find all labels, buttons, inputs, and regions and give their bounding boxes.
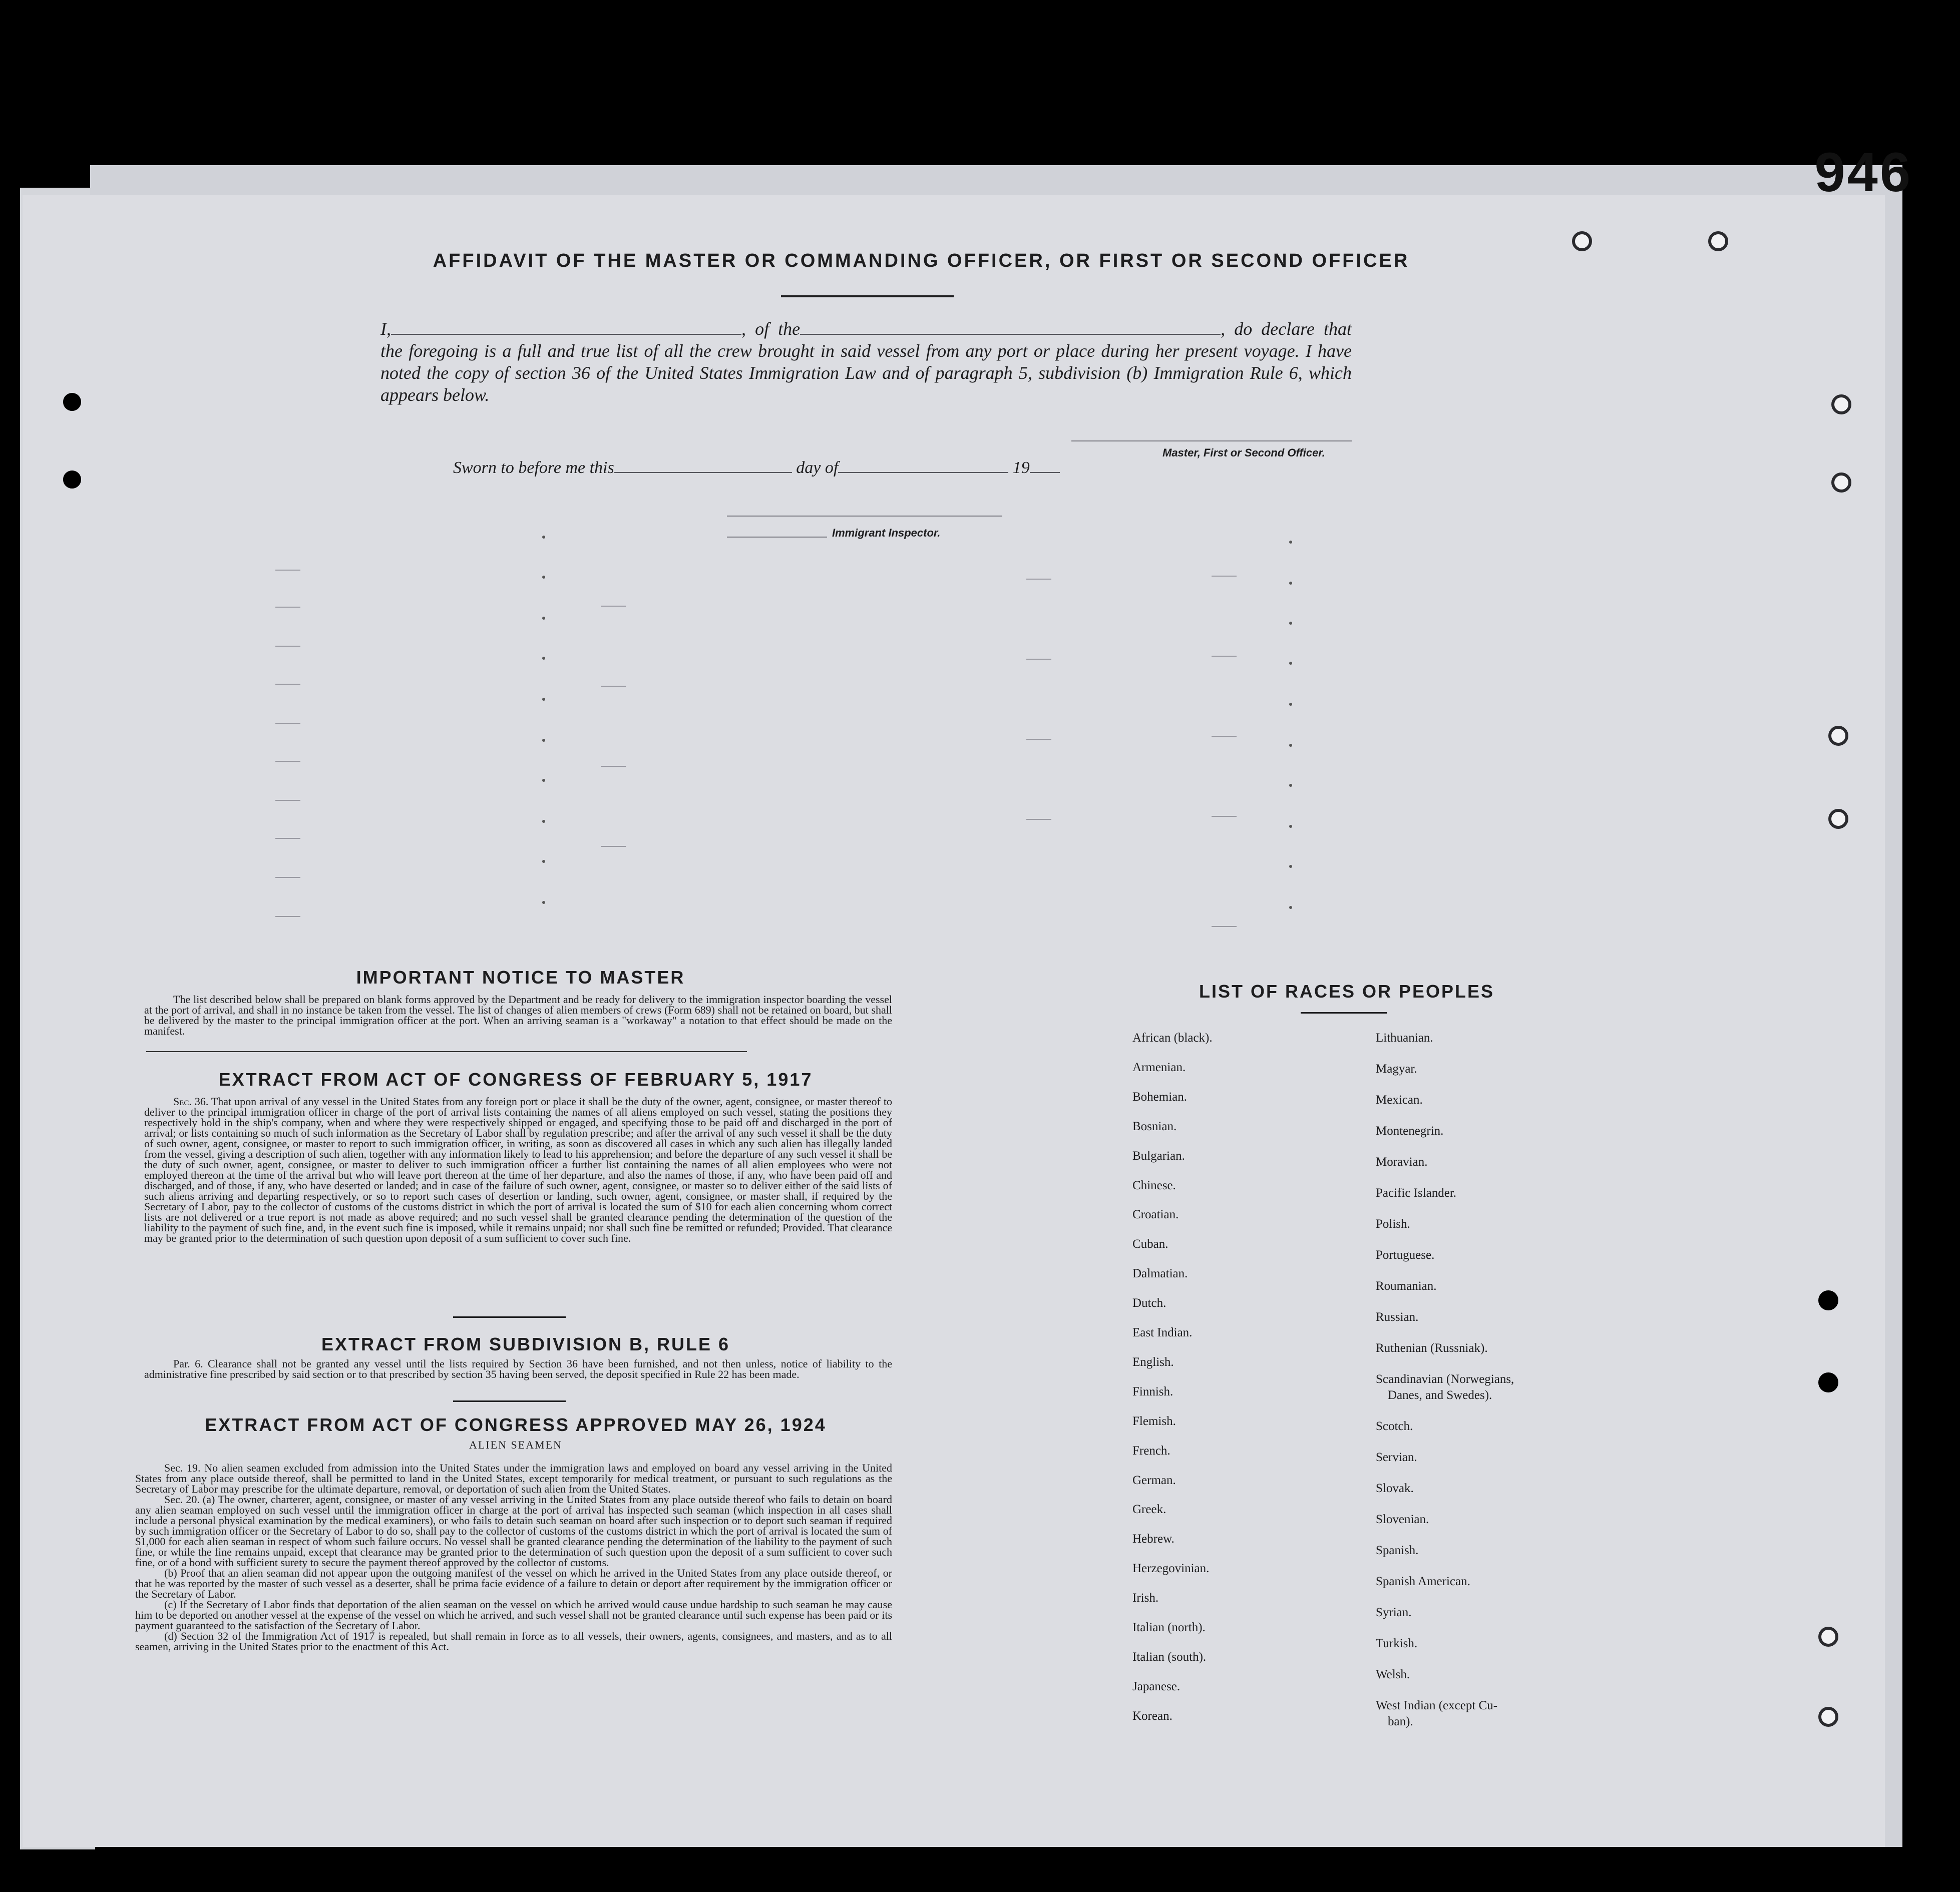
punch-hole	[1818, 1290, 1838, 1310]
ghost-dot	[542, 820, 545, 823]
race-entry: Scandinavian (Norwegians,	[1376, 1372, 1514, 1386]
affidavit-title: AFFIDAVIT OF THE MASTER OR COMMANDING OFFICER, OR FIRST OR SECOND OFFICER	[433, 250, 1410, 271]
race-entry: Mexican.	[1376, 1093, 1423, 1107]
sworn-line	[453, 458, 1060, 478]
inspector-line[interactable]	[727, 516, 1002, 517]
sec-20b-paragraph: (b) Proof that an alien seaman did not appear upon the outgoing manifest of the vessel on which he arrived in the United States from any place outside thereof, or that he was reported by the master of such vessel as a deserter, shall be prima facie evidence of a failure to detain or deport after requirement by the immigration officer or the Secretary of Labor.	[135, 1567, 892, 1600]
race-entry: Portuguese.	[1376, 1248, 1435, 1262]
race-entry: Greek.	[1132, 1503, 1166, 1517]
ghost-dash	[1026, 659, 1051, 660]
race-entry: Turkish.	[1376, 1637, 1418, 1650]
race-entry: East Indian.	[1132, 1326, 1193, 1339]
signature-line[interactable]	[1071, 440, 1352, 441]
punch-hole	[1818, 1707, 1838, 1727]
race-entry: Flemish.	[1132, 1414, 1176, 1428]
punch-hole	[1572, 231, 1592, 251]
race-entry: Lithuanian.	[1376, 1031, 1433, 1045]
race-entry: Spanish.	[1376, 1544, 1419, 1557]
extract-rule6-text	[144, 1358, 892, 1379]
extract-rule6-title: EXTRACT FROM SUBDIVISION B, RULE 6	[321, 1334, 730, 1354]
race-entry: Croatian.	[1132, 1208, 1179, 1222]
sec-20d-paragraph: (d) Section 32 of the Immigration Act of 1917 is repealed, but shall remain in force as to all vessels, their owners, agents, consignees, and masters, and as to all seamen, arriving in the United States prior to the enactment of this Act.	[135, 1630, 892, 1653]
inspector-line-lower	[727, 537, 827, 538]
ghost-dash	[1026, 739, 1051, 740]
race-entry: Irish.	[1132, 1591, 1159, 1605]
punch-hole	[1828, 726, 1848, 746]
extract-1917-text	[144, 1096, 892, 1243]
ghost-dash	[275, 723, 300, 724]
race-entry: Italian (south).	[1132, 1650, 1207, 1664]
race-entry: Russian.	[1376, 1310, 1419, 1324]
ghost-dash	[275, 838, 300, 839]
ghost-dot	[542, 657, 545, 660]
race-entry: German.	[1132, 1473, 1176, 1487]
race-entry: Danes, and Swedes).	[1388, 1388, 1492, 1402]
ghost-dot	[1289, 662, 1292, 665]
notice-underline	[146, 1051, 747, 1052]
ghost-dot	[542, 698, 545, 701]
ghost-dot	[1289, 784, 1292, 787]
ghost-dash	[275, 877, 300, 878]
extract-1917-title: EXTRACT FROM ACT OF CONGRESS OF FEBRUARY 5, 1917	[218, 1069, 813, 1090]
affidavit-declaration	[380, 318, 1352, 406]
ghost-dot	[1289, 744, 1292, 747]
ghost-dot	[1289, 622, 1292, 625]
race-entry: Scotch.	[1376, 1420, 1413, 1433]
race-entry: Dalmatian.	[1132, 1267, 1188, 1281]
race-entry: Korean.	[1132, 1709, 1172, 1723]
vessel-blank[interactable]	[800, 319, 1221, 335]
ghost-dash	[1026, 579, 1051, 580]
punch-hole	[1831, 472, 1851, 493]
ghost-dash	[1026, 819, 1051, 820]
race-entry: West Indian (except Cu-	[1376, 1699, 1498, 1712]
ghost-dot	[1289, 865, 1292, 868]
month-blank[interactable]	[838, 458, 1008, 473]
race-entry: Finnish.	[1132, 1384, 1173, 1398]
notice-paragraph: The list described below shall be prepared on blank forms approved by the Department and be ready for delivery to the immigration inspector boarding the vessel at the port of arrival, and shall in no instance be taken from the vessel. The list of changes of alien members of crews (Form 689) shall not be retained on board, but shall be delivered by the master to the principal immigration officer at the port. When an arriving seaman is a "workaway" a notation to that effect should be made on the manifest.	[144, 993, 892, 1037]
race-entry: Moravian.	[1376, 1155, 1428, 1169]
punch-hole	[1818, 1372, 1838, 1392]
race-entry: Magyar.	[1376, 1062, 1417, 1076]
race-entry: Polish.	[1376, 1217, 1410, 1231]
punch-hole	[1828, 809, 1848, 829]
race-entry: Servian.	[1376, 1451, 1417, 1464]
punch-hole	[1831, 394, 1851, 414]
race-entry: English.	[1132, 1355, 1174, 1369]
race-entry: Dutch.	[1132, 1296, 1166, 1310]
race-entry: Slovenian.	[1376, 1513, 1429, 1526]
ghost-dash	[275, 800, 300, 801]
ghost-dot	[1289, 906, 1292, 909]
ghost-dash	[275, 646, 300, 647]
race-entry: Roumanian.	[1376, 1279, 1437, 1293]
ghost-dot	[542, 860, 545, 863]
ghost-dot	[1289, 582, 1292, 585]
ghost-dash	[1212, 656, 1237, 657]
of-the-label: , of the	[741, 319, 801, 339]
punch-hole	[63, 393, 81, 411]
ghost-dot	[1289, 825, 1292, 828]
ghost-dash	[275, 684, 300, 685]
day-of-label: day of	[796, 458, 839, 477]
year-prefix: 19	[1012, 458, 1030, 477]
notice-text	[144, 994, 892, 1036]
ghost-dot	[542, 901, 545, 904]
race-entry: Ruthenian (Russniak).	[1376, 1341, 1488, 1355]
sworn-label: Sworn to before me this	[453, 458, 614, 477]
extract-1917-underline	[453, 1316, 566, 1318]
race-entry: Italian (north).	[1132, 1621, 1206, 1634]
do-declare-label: , do declare	[1221, 319, 1315, 339]
race-entry: Welsh.	[1376, 1668, 1410, 1681]
extract-rule6-underline	[453, 1400, 566, 1402]
race-entry: Armenian.	[1132, 1060, 1186, 1074]
ghost-dash	[1212, 576, 1237, 577]
races-underline	[1301, 1012, 1387, 1014]
alien-seamen-subtitle: ALIEN SEAMEN	[469, 1439, 562, 1451]
rule6-paragraph: Par. 6. Clearance shall not be granted any vessel until the lists required by Section 36 have been furnished, and not then unless, notice of liability to the administrative fine prescribed by said section or to that prescribed by section 35 having been served, the deposit specified in Rule 22 has been made.	[144, 1357, 892, 1380]
punch-hole	[1818, 1627, 1838, 1647]
ghost-dash	[601, 686, 626, 687]
race-entry: Bulgarian.	[1132, 1149, 1185, 1163]
section-36-label: Sec. 36.	[173, 1095, 209, 1108]
race-entry: Pacific Islander.	[1376, 1186, 1457, 1200]
ghost-dash	[601, 846, 626, 847]
name-blank[interactable]	[391, 319, 741, 335]
race-entry: ban).	[1388, 1715, 1413, 1728]
race-entry: Chinese.	[1132, 1178, 1176, 1192]
signature-label: Master, First or Second Officer.	[1162, 446, 1325, 459]
sec-20a-paragraph: Sec. 20. (a) The owner, charterer, agent, consignee, or master of any vessel arriving in the United States from any place outside thereof who fails to detain on board any alien seaman employed on such vessel until the immigration officer in charge at the port of arrival has inspected such seaman (which inspection in all cases shall include a personal physical examination by the medical examiners), or who fails to detain such seaman on board after such inspection or to deport such seaman if required by such immigration officer or the Secretary of Labor to do so, shall pay to the collector of customs of the customs district in which the port of arrival is located the sum of $1,000 for each alien seaman in respect of whom such failure occurs. No vessel shall be granted clearance pending the determination of the liability to the payment of such fine, or while the fine remains unpaid, except that clearance may be granted prior to the determination of such question upon the deposit of a sum sufficient to cover such fine, or of a bond with sufficient surety to secure the payment thereof approved by the collector of customs.	[135, 1493, 892, 1569]
race-entry: Syrian.	[1376, 1606, 1412, 1619]
ghost-dash	[275, 916, 300, 917]
title-underline	[781, 295, 954, 297]
ghost-dash	[601, 766, 626, 767]
ghost-dash	[275, 607, 300, 608]
race-entry: Bohemian.	[1132, 1090, 1188, 1104]
race-entry: Hebrew.	[1132, 1532, 1174, 1546]
punch-hole	[1708, 231, 1728, 251]
section-36-text: That upon arrival of any vessel in the United States from any foreign port or place it shall be the duty of the owner, agent, consignee, or master thereof to deliver to the principal immigration officer in charge of the port of arrival lists containing the names of all aliens employed on such vessel, stating the positions they respectively hold in the ship's company, when and where they were respectively shipped or engaged, and specifying those to be paid off and discharged in the port of arrival; or lists containing so much of such information as the Secretary of Labor shall by regulation prescribe; and after the arrival of any such vessel it shall be the duty of such owner, agent, consignee, or master to report to such immigration officer, in writing, as soon as discovered all cases in which any such alien has illegally landed from the vessel, giving a description of such alien, together with any information likely to lead to his apprehension; and before the departure of any such vessel it shall be the duty of such owner, agent, consignee, or master to deliver to such immigration officer a further list containing the names of all alien employees who were not employed thereon at the time of the arrival but who will leave port thereon at the time of her departure, and also the names of those, if any, who have been paid off and discharged, and of those, if any, who have deserted or landed; and in case of the failure of such owner, agent, consignee, or master so to deliver either of the said lists of such aliens arriving and departing respectively, or so to report such cases of desertion or landing, such owner, agent, consignee, or master shall, if required by the Secretary of Labor, pay to the collector of customs of the customs district in which the port of arrival is located the sum of $10 for each alien concerning whom correct lists are not delivered or a true report is not made as above required; and no such vessel shall be granted clearance pending the determination of the question of the liability to the payment of such fine, and, in the event such fine is imposed, while it remains unpaid; nor shall such fine be remitted or refunded; Provided. That clearance may be granted prior to the determination of such question upon deposit of a sum sufficient to cover such fine.	[144, 1095, 892, 1244]
ghost-dash	[1212, 816, 1237, 817]
sec-19-paragraph: Sec. 19. No alien seamen excluded from admission into the United States under the immigration laws and employed on board any vessel arriving in the United States from any place outside thereof, shall be permitted to land in the United States, except temporarily for medical treatment, or pursuant to such regulations as the Secretary of Labor may prescribe for the ultimate departure, removal, or deportation of such alien from the United States.	[135, 1462, 892, 1495]
ghost-dot	[542, 739, 545, 742]
race-entry: Slovak.	[1376, 1482, 1414, 1495]
ghost-dot	[542, 779, 545, 782]
day-blank[interactable]	[614, 458, 792, 473]
ghost-dot	[1289, 541, 1292, 544]
race-entry: Bosnian.	[1132, 1119, 1177, 1133]
ghost-dash	[1212, 736, 1237, 737]
ghost-dot	[1289, 703, 1292, 706]
ghost-dash	[275, 570, 300, 571]
ghost-dot	[542, 617, 545, 620]
ghost-dot	[542, 536, 545, 539]
i-label: I,	[380, 319, 391, 339]
race-entry: Montenegrin.	[1376, 1124, 1444, 1138]
ghost-dot	[542, 576, 545, 579]
year-blank[interactable]	[1030, 458, 1060, 473]
race-entry: African (black).	[1132, 1031, 1213, 1045]
ghost-dash	[275, 761, 300, 762]
race-entry: French.	[1132, 1444, 1170, 1458]
extract-1924-text	[135, 1463, 892, 1652]
inspector-label: Immigrant Inspector.	[832, 527, 941, 539]
races-title: LIST OF RACES OR PEOPLES	[1199, 981, 1495, 1002]
ghost-dash	[1212, 926, 1237, 927]
page-number: 946	[1814, 142, 1912, 203]
notice-title: IMPORTANT NOTICE TO MASTER	[356, 967, 685, 988]
sec-20c-paragraph: (c) If the Secretary of Labor finds that deportation of the alien seaman on the vessel on which he arrived would cause undue hardship to such seaman he may cause him to be deported on another vessel at the expense of the vessel on which he arrived, and such vessel shall not be granted clearance until such expense has been paid or its payment guaranteed to the satisfaction of the Secretary of Labor.	[135, 1598, 892, 1632]
race-entry: Spanish American.	[1376, 1575, 1470, 1588]
ghost-dash	[601, 606, 626, 607]
extract-1924-title: EXTRACT FROM ACT OF CONGRESS APPROVED MAY 26, 1924	[205, 1414, 827, 1435]
race-entry: Herzegovinian.	[1132, 1562, 1210, 1576]
declaration-body: that the foregoing is a full and true list of all the crew brought in said vessel from any port or place during her present voyage. I have noted the copy of section 36 of the United States Immigration Law and of paragraph 5, subdivision (b) Immigration Rule 6, which appears below.	[380, 319, 1352, 405]
race-entry: Japanese.	[1132, 1679, 1181, 1693]
race-entry: Cuban.	[1132, 1237, 1168, 1251]
punch-hole	[63, 470, 81, 489]
